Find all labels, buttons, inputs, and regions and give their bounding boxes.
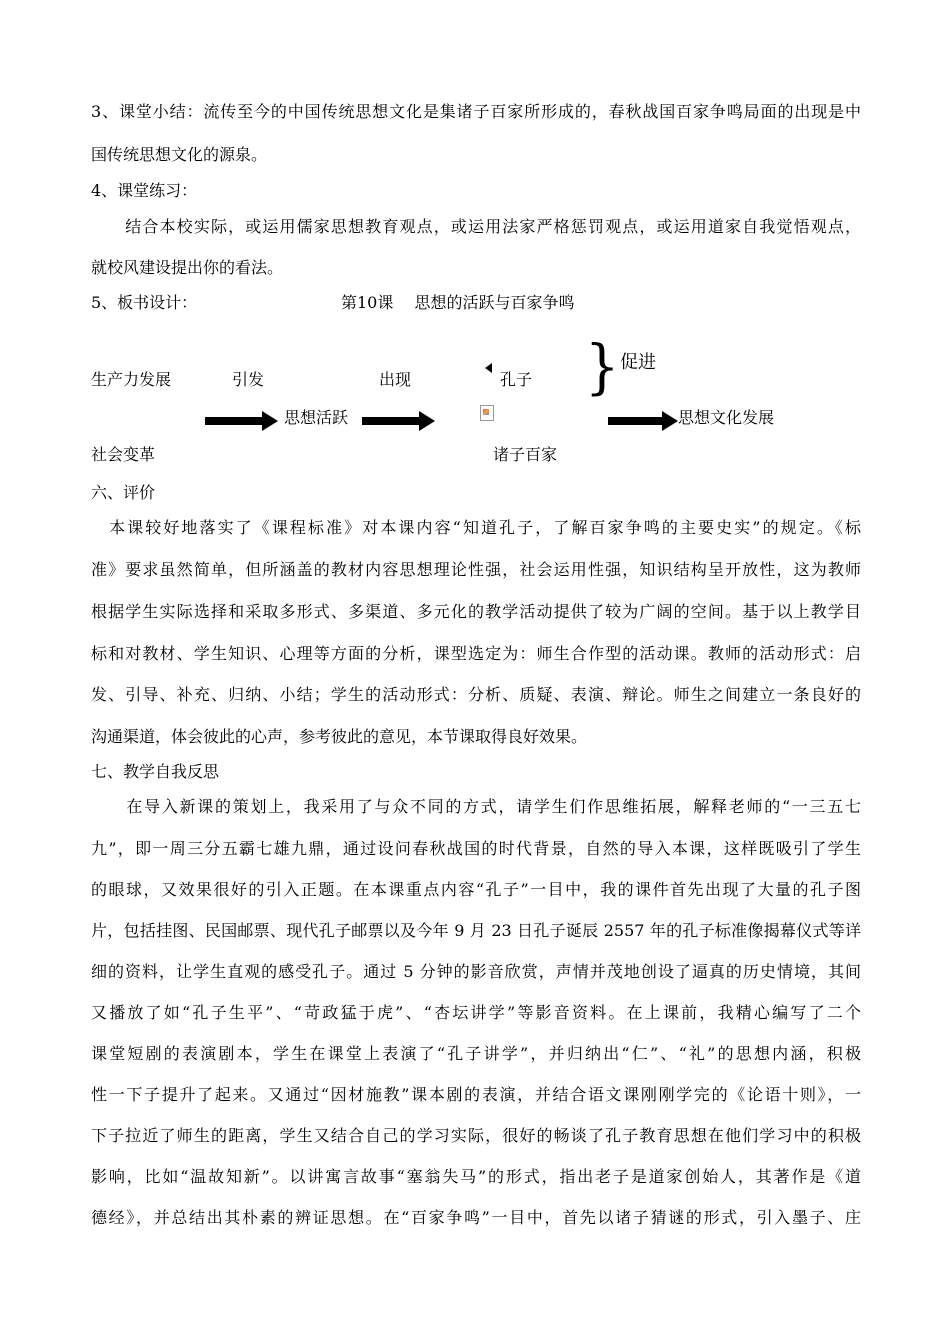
eval-line-4: 标和对教材、学生知识、心理等方面的分析，课型选定为：师生合作型的活动课。教师的活动形式：启 xyxy=(91,644,861,663)
diagram-social-change: 社会变革 xyxy=(91,445,156,464)
reflect-line-4: 片，包括挂图、民国邮票、现代孔子邮票以及今年 9 月 23 日孔子诞辰 2557 年的孔子标准像揭幕仪式等详 xyxy=(91,921,861,940)
reflect-line-7: 课堂短剧的表演剧本，学生在课堂上表演了“孔子讲学”，并归纳出“仁”、“礼”的思想内涵，积极 xyxy=(91,1044,861,1063)
reflect-line-1: 在导入新课的策划上，我采用了与众不同的方式，请学生们作思维拓展，解释老师的“一三五七 xyxy=(91,797,861,816)
reflect-line-9: 下子拉近了师生的距离，学生又结合自己的学习实际，很好的畅谈了孔子教育思想在他们学习中的积极 xyxy=(91,1126,861,1145)
exercise-line-1: 结合本校实际，或运用儒家思想教育观点，或运用法家严格惩罚观点，或运用道家自我觉悟观点， xyxy=(91,217,861,236)
arrow-icon xyxy=(362,417,420,425)
broken-image-icon xyxy=(480,405,494,421)
eval-line-3: 根据学生实际选择和采取多形式、多渠道、多元化的教学活动提供了较为广阔的空间。基于以上教学目 xyxy=(91,602,861,621)
exercise-line-2: 就校风建设提出你的看法。 xyxy=(91,258,284,277)
arrow-icon xyxy=(608,417,663,425)
brace-icon: } xyxy=(585,331,620,402)
arrow-icon xyxy=(205,417,263,425)
diagram-culture-develop: 思想文化发展 xyxy=(678,408,775,427)
small-arrow-icon xyxy=(485,363,492,373)
diagram-trigger: 引发 xyxy=(232,370,265,389)
summary-line-2: 国传统思想文化的源泉。 xyxy=(91,145,268,164)
diagram-productivity: 生产力发展 xyxy=(91,370,172,389)
reflect-line-6: 又播放了如“孔子生平”、“苛政猛于虎”、“杏坛讲学”等影音资料。在上课前，我精心编写了二个 xyxy=(91,1003,861,1022)
eval-heading: 六、评价 xyxy=(91,483,156,502)
reflect-line-3: 的眼球，又效果很好的引入正题。在本课重点内容“孔子”一目中，我的课件首先出现了大量的孔子图 xyxy=(91,880,861,899)
diagram-appear: 出现 xyxy=(379,370,412,389)
exercise-heading: 4、课堂练习： xyxy=(91,181,198,200)
reflect-line-10: 影响，比如“温故知新”。以讲寓言故事“塞翁失马”的形式，指出老子是道家创始人，其著作是《道 xyxy=(91,1167,861,1186)
eval-line-6: 沟通渠道，体会彼此的心声，参考彼此的意见，本节课取得良好效果。 xyxy=(91,727,588,746)
reflect-line-2: 九”，即一周三分五霸七雄九鼎，通过设问春秋战国的时代背景，自然的导入本课，这样既吸引了学生 xyxy=(91,839,861,858)
board-label: 5、板书设计： xyxy=(91,293,198,312)
diagram-promote: 促进 xyxy=(620,352,656,373)
reflect-line-8: 性一下子提升了起来。又通过“因材施教”课本剧的表演，并结合语文课刚刚学完的《论语十则》，一 xyxy=(91,1085,861,1104)
reflect-line-11: 德经》，并总结出其朴素的辨证思想。在“百家争鸣”一目中，首先以诸子猜谜的形式，引入墨子、庄 xyxy=(91,1208,861,1227)
board-title: 第10课 思想的活跃与百家争鸣 xyxy=(341,293,575,312)
diagram-thought-active: 思想活跃 xyxy=(284,408,349,427)
eval-line-5: 发、引导、补充、归纳、小结；学生的活动形式：分析、质疑、表演、辩论。师生之间建立一条良好的 xyxy=(91,685,861,704)
summary-line-1: 3、课堂小结：流传至今的中国传统思想文化是集诸子百家所形成的，春秋战国百家争鸣局面的出现是中 xyxy=(91,102,861,121)
eval-line-1: 本课较好地落实了《课程标准》对本课内容“知道孔子，了解百家争鸣的主要史实”的规定。《标 xyxy=(91,518,861,537)
eval-line-2: 准》要求虽然简单，但所涵盖的教材内容思想理论性强，社会运用性强，知识结构呈开放性，这为教师 xyxy=(91,560,861,579)
reflect-line-5: 细的资料，让学生直观的感受孔子。通过 5 分钟的影音欣赏，声情并茂地创设了逼真的历史情境，其间 xyxy=(91,962,861,981)
reflect-heading: 七、教学自我反思 xyxy=(91,762,220,781)
diagram-confucius: 孔子 xyxy=(500,370,533,389)
diagram-schools: 诸子百家 xyxy=(493,445,558,464)
